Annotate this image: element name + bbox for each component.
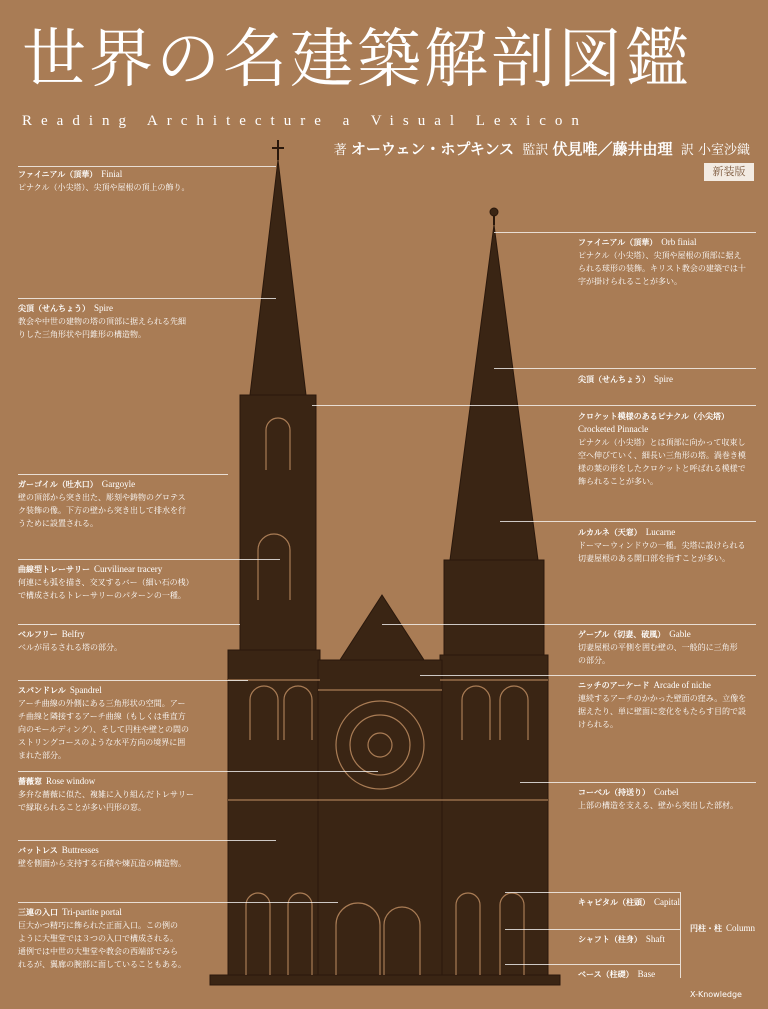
leader-line [494,368,756,369]
note-body: られる球形の装飾。キリスト教会の建築では十 [578,264,746,273]
note-title: 三連の入口 [18,908,58,917]
note-spire-left [18,302,228,341]
note-en: Orb finial [661,237,697,247]
note-en: Tri-partite portal [62,907,122,917]
note-spire-right [578,373,758,386]
note-en: Spandrel [69,685,102,695]
note-arcade-of-niche [578,679,760,731]
note-body: 飾られることが多い。 [578,477,658,486]
credits [334,138,750,159]
note-body: まれた部分。 [18,751,66,760]
note-rose-window [18,775,228,814]
note-body: ように大聖堂では３つの入口で構成される。 [18,934,178,943]
note-body: 上部の構造を支える、壁から突出した部材。 [578,801,738,810]
leader-line [18,902,338,903]
book-title: 世界の名建築解剖図鑑 [22,23,692,97]
column-label-en: Column [726,923,756,933]
leader-line [18,474,228,475]
translator: 小室沙織 [697,143,750,158]
note-en: Spire [94,303,113,313]
note-body: 空へ伸びていく、細長い三角形の塔。渦巻き模 [578,451,746,460]
note-title: ニッチのアーケード [578,681,650,690]
leader-line [18,166,276,167]
column-bracket [680,892,681,978]
note-body: ベルが吊るされる塔の部分。 [18,643,122,652]
note-title: ファイニアル（頂華） [578,238,658,247]
note-en: Arcade of niche [653,680,711,690]
note-body: 切妻屋根のある開口部を指すことが多い。 [578,554,730,563]
note-title: 薔薇窓 [18,777,42,786]
leader-line [420,675,756,676]
note-title: バットレス [18,846,58,855]
leader-line [505,964,680,965]
note-body: 連続するアーチのかかった壁面の窪み。立像を [578,694,747,703]
note-body: ク装飾の像。下方の壁から突き出して排水を行 [18,506,186,515]
note-body: チ曲線と隣接するアーチ曲線（もしくは垂直方 [18,712,186,721]
author: オーウェン・ホプキンス [350,140,515,158]
note-body: れるが、翼廊の腕部に面していることもある。 [18,960,186,969]
note-base [578,968,688,981]
note-tri-partite-portal [18,906,230,971]
leader-line [18,771,378,772]
note-curvilinear-tracery [18,563,228,602]
note-en: Corbel [654,787,679,797]
note-body: けられる。 [578,720,618,729]
note-column [690,922,760,935]
note-body: 様の葉の形をしたクロケットと呼ばれる模様で [578,464,746,473]
note-body: うために設置される。 [18,519,98,528]
note-title: 尖頂（せんちょう） [578,375,650,384]
note-body: で構成されるトレーサリーのパターンの一種。 [18,591,186,600]
note-body: 何連にも弧を描き、交叉するバー（細い石の桟） [18,578,194,587]
note-en: Belfry [61,629,85,639]
note-belfry [18,628,228,654]
note-en: Rose window [46,776,96,786]
leader-line [18,559,280,560]
note-title: コーベル（持送り） [578,788,650,797]
note-body: 字が掛けられることが多い。 [578,277,682,286]
note-title: キャピタル（柱頭） [578,898,650,907]
note-body: ピナクル（小尖塔）とは頂部に向かって収束し [578,438,746,447]
note-title: ゲーブル（切妻、破風） [578,630,666,639]
note-en: Gable [669,629,691,639]
note-en: Buttresses [61,845,99,855]
note-body: ピナクル（小尖塔）、尖頂や屋根の頂部に据え [578,251,742,260]
note-shaft [578,933,688,946]
leader-line [18,680,248,681]
note-body: ドーマーウィンドウの一種。尖塔に設けられる [578,541,746,550]
translator-label: 訳 [680,143,694,158]
edition-badge: 新装版 [704,163,754,181]
note-en: Curvilinear tracery [94,564,163,574]
note-body: で縁取られることが多い円形の窓。 [18,803,146,812]
note-en: Gargoyle [101,479,136,489]
leader-line [18,298,276,299]
note-body: ストリングコースのような水平方向の境界に囲 [18,738,186,747]
note-body: アーチ曲線の外側にある三角形状の空間。アー [18,699,186,708]
note-body: 多弁な薔薇に似た、複雑に入り組んだトレサリー [18,790,194,799]
note-capital [578,896,688,909]
note-body: 向のモールディング）、そして円柱や壁との間の [18,725,189,734]
note-title: クロケット模様のあるピナクル（小尖塔） [578,412,730,421]
note-en: Lucarne [645,527,676,537]
note-buttresses [18,844,228,870]
leader-line [500,521,756,522]
note-en: Crocketed Pinnacle [578,424,649,434]
note-finial-left [18,168,228,194]
leader-line [505,929,680,930]
note-title: 曲線型トレーサリー [18,565,90,574]
note-en: Base [637,969,656,979]
note-body: 切妻屋根の平側を囲む壁の、一般的に三角形 [578,643,738,652]
note-en: Capital [654,897,680,907]
leader-line [520,782,756,783]
author-label: 著 [333,143,347,158]
note-body: ピナクル（小尖塔）、尖頂や屋根の頂上の飾り。 [18,183,190,192]
note-body: 巨大かつ精巧に飾られた正面入口。この例の [18,921,178,930]
note-body: 壁の頂部から突き出た、彫刻や鋳物のグロテス [18,493,186,502]
note-en: Shaft [645,934,665,944]
note-gargoyle [18,478,228,530]
note-crocketed-pinnacle [578,410,760,488]
note-en: Spire [654,374,673,384]
note-corbel [578,786,758,812]
note-title: 尖頂（せんちょう） [18,304,90,313]
note-title: シャフト（柱身） [578,935,642,944]
column-label: 円柱・柱 [690,924,722,933]
note-title: ベルフリー [18,630,58,639]
leader-line [505,892,680,893]
note-title: ベース（柱礎） [578,970,634,979]
note-orb-finial [578,236,758,288]
leader-line [18,624,240,625]
leader-line [494,232,756,233]
note-body: 通例では中世の大聖堂や教会の西端部でみら [18,947,178,956]
note-en: Finial [101,169,123,179]
note-title: スパンドレル [18,686,66,695]
leader-line [18,840,276,841]
supervisor-label: 監訳 [522,143,549,158]
note-lucarne [578,526,758,565]
note-spandrel [18,684,228,762]
supervisor: 伏見唯／藤井由理 [552,140,673,158]
publisher-logo: X-Knowledge [690,990,742,999]
book-subtitle: Reading Architecture a Visual Lexicon [22,113,588,129]
note-body: 壁を側面から支持する石積や煉瓦造の構造物。 [18,859,186,868]
note-body: の部分。 [578,656,610,665]
leader-line [382,624,756,625]
note-gable [578,628,758,667]
leader-line [312,405,756,406]
note-body: 据えたり、単に壁面に変化をもたらす目的で設 [578,707,746,716]
note-title: ルカルネ（天窓） [578,528,642,537]
note-body: 教会や中世の建物の塔の頂部に据えられる先細 [18,317,186,326]
note-title: ガーゴイル（吐水口） [18,480,98,489]
note-title: ファイニアル（頂華） [18,170,98,179]
note-body: りした三角形状や円錐形の構造物。 [18,330,146,339]
